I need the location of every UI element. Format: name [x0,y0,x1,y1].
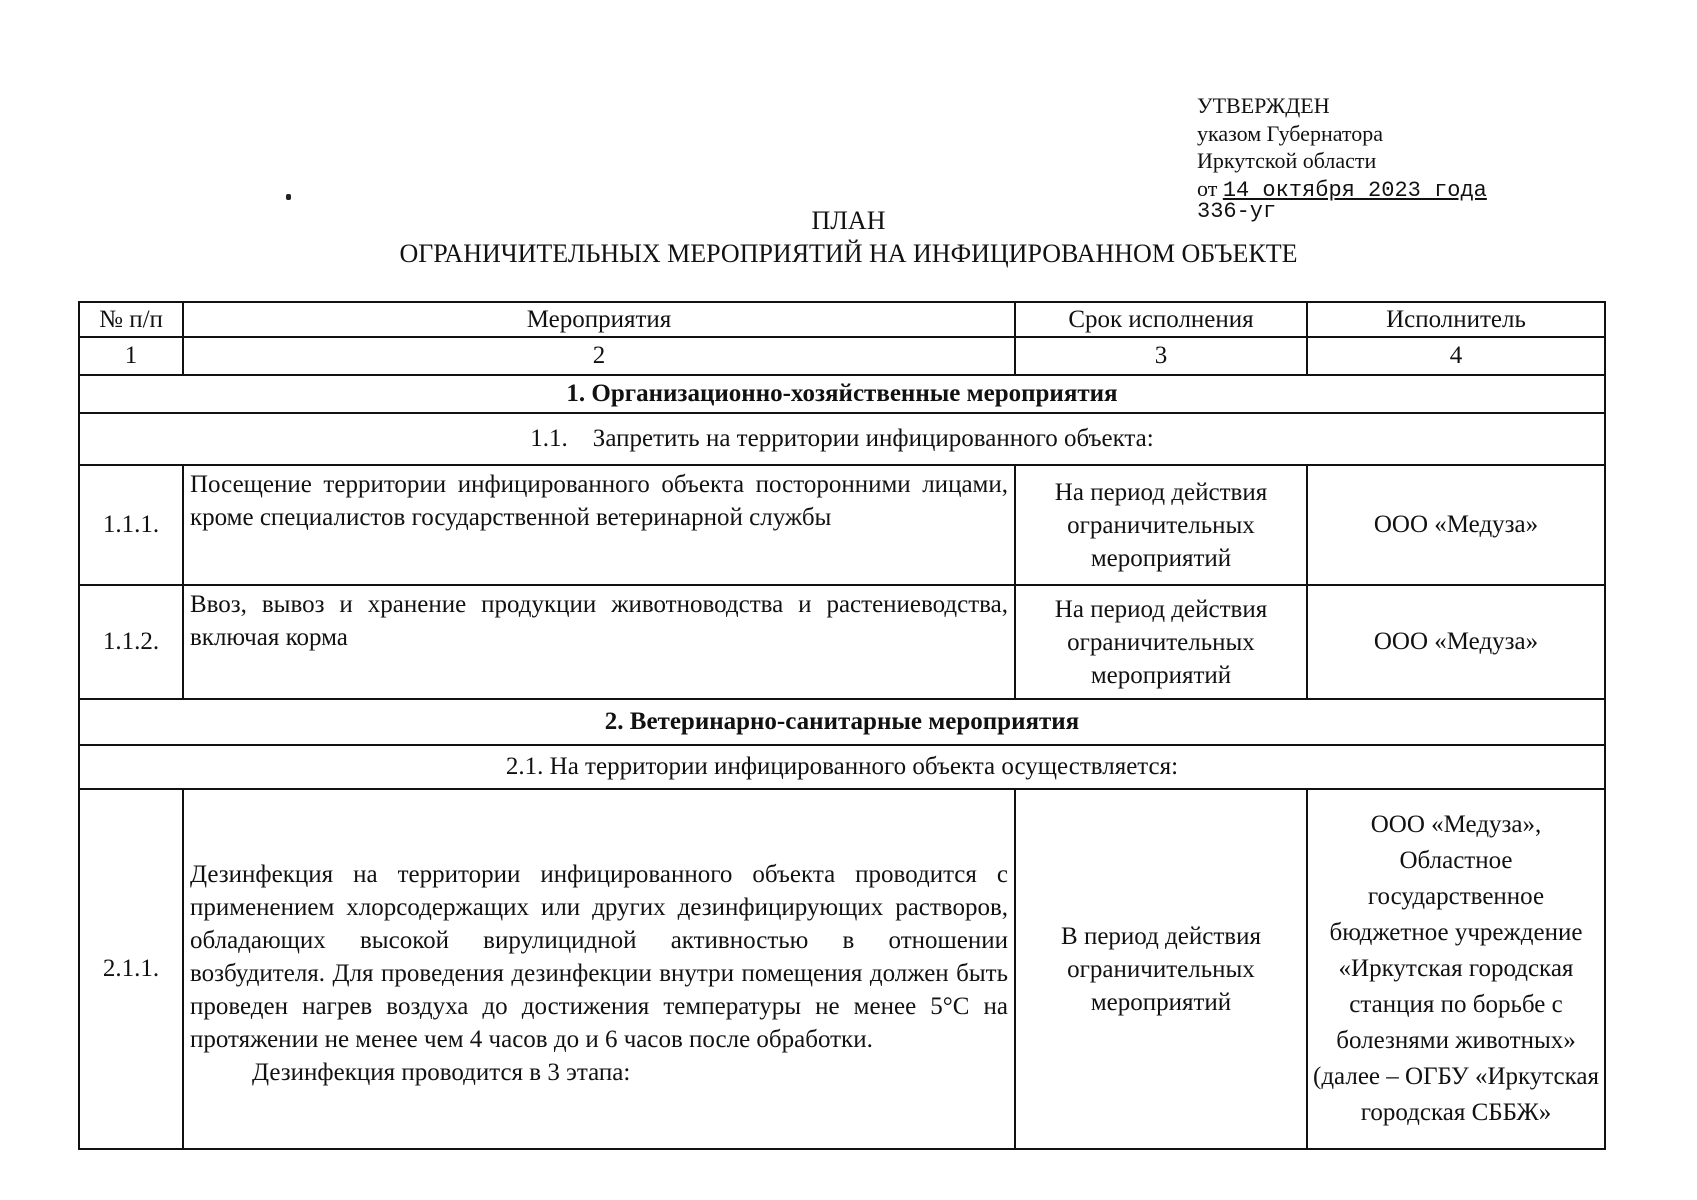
col-number-4: 4 [1307,337,1605,375]
section-2-title: 2. Ветеринарно-санитарные мероприятия [79,699,1605,745]
header-row [79,302,1605,337]
row-measure-text: Дезинфекция на территории инфицированного объекта проводится с применением хлорсодержащих или других дезинфицирующих растворов, обладающих высокой вирулицидной активностью в отношении возбудителя. Для проведения дезинфекции внутри помещения должен быть проведен нагрев воздуха до достижения температуры не менее 5°С на протяжении не менее чем 4 часов до и 6 часов после обработки. [190,860,1008,1053]
section-1-row [79,375,1605,413]
section-1-title: 1. Организационно-хозяйственные мероприятия [79,375,1605,413]
header-executor: Исполнитель [1307,302,1605,337]
scan-speck [286,194,291,200]
row-term: В период действия ограничительных мероприятий [1015,789,1307,1149]
table-row [79,465,1605,585]
column-number-row [79,337,1605,375]
approval-number: 336-уг [1197,199,1277,224]
row-measure: Ввоз, вывоз и хранение продукции животноводства и растениеводства, включая корма [183,585,1015,699]
row-number: 1.1.2. [79,585,183,699]
section-2-row [79,699,1605,745]
document-title-line1: ПЛАН [811,206,886,235]
plan-table [78,301,1606,1150]
row-measure-stages: Дезинфекция проводится в 3 этапа: [252,1058,631,1086]
col-number-1: 1 [79,337,183,375]
document-title-line2: ОГРАНИЧИТЕЛЬНЫХ МЕРОПРИЯТИЙ НА ИНФИЦИРОВАННОМ ОБЪЕКТЕ [399,239,1298,268]
section-1-subtitle-row [79,413,1605,465]
row-executor: ООО «Медуза», Областное государственное бюджетное учреждение «Иркутская городская станция по борьбе с болезнями животных» (далее – ОГБУ «Иркутская городская СББЖ» [1307,789,1605,1149]
row-number: 1.1.1. [79,465,183,585]
row-executor: ООО «Медуза» [1307,585,1605,699]
table-row [79,789,1605,1149]
header-number: № п/п [79,302,183,337]
row-term: На период действия ограничительных мероприятий [1015,585,1307,699]
col-number-3: 3 [1015,337,1307,375]
approval-decree: указом Губернатора [1197,120,1384,146]
approval-date: 14 октября 2023 года [1222,177,1487,203]
section-2-subtitle-row [79,745,1605,789]
header-measures: Мероприятия [183,302,1015,337]
table-row [79,585,1605,699]
row-measure [183,789,1015,1149]
row-executor: ООО «Медуза» [1307,465,1605,585]
row-number: 2.1.1. [79,789,183,1149]
approval-date-prefix: от [1197,175,1218,201]
approval-title: УТВЕРЖДЕН [1197,93,1330,118]
section-2-subtitle: 2.1. На территории инфицированного объекта осуществляется: [79,745,1605,789]
row-measure: Посещение территории инфицированного объекта посторонними лицами, кроме специалистов государственной ветеринарной службы [183,465,1015,585]
header-term: Срок исполнения [1015,302,1307,337]
col-number-2: 2 [183,337,1015,375]
row-term: На период действия ограничительных мероприятий [1015,465,1307,585]
approval-region: Иркутской области [1197,148,1377,173]
section-1-subtitle: 1.1. Запретить на территории инфицированного объекта: [79,413,1605,465]
